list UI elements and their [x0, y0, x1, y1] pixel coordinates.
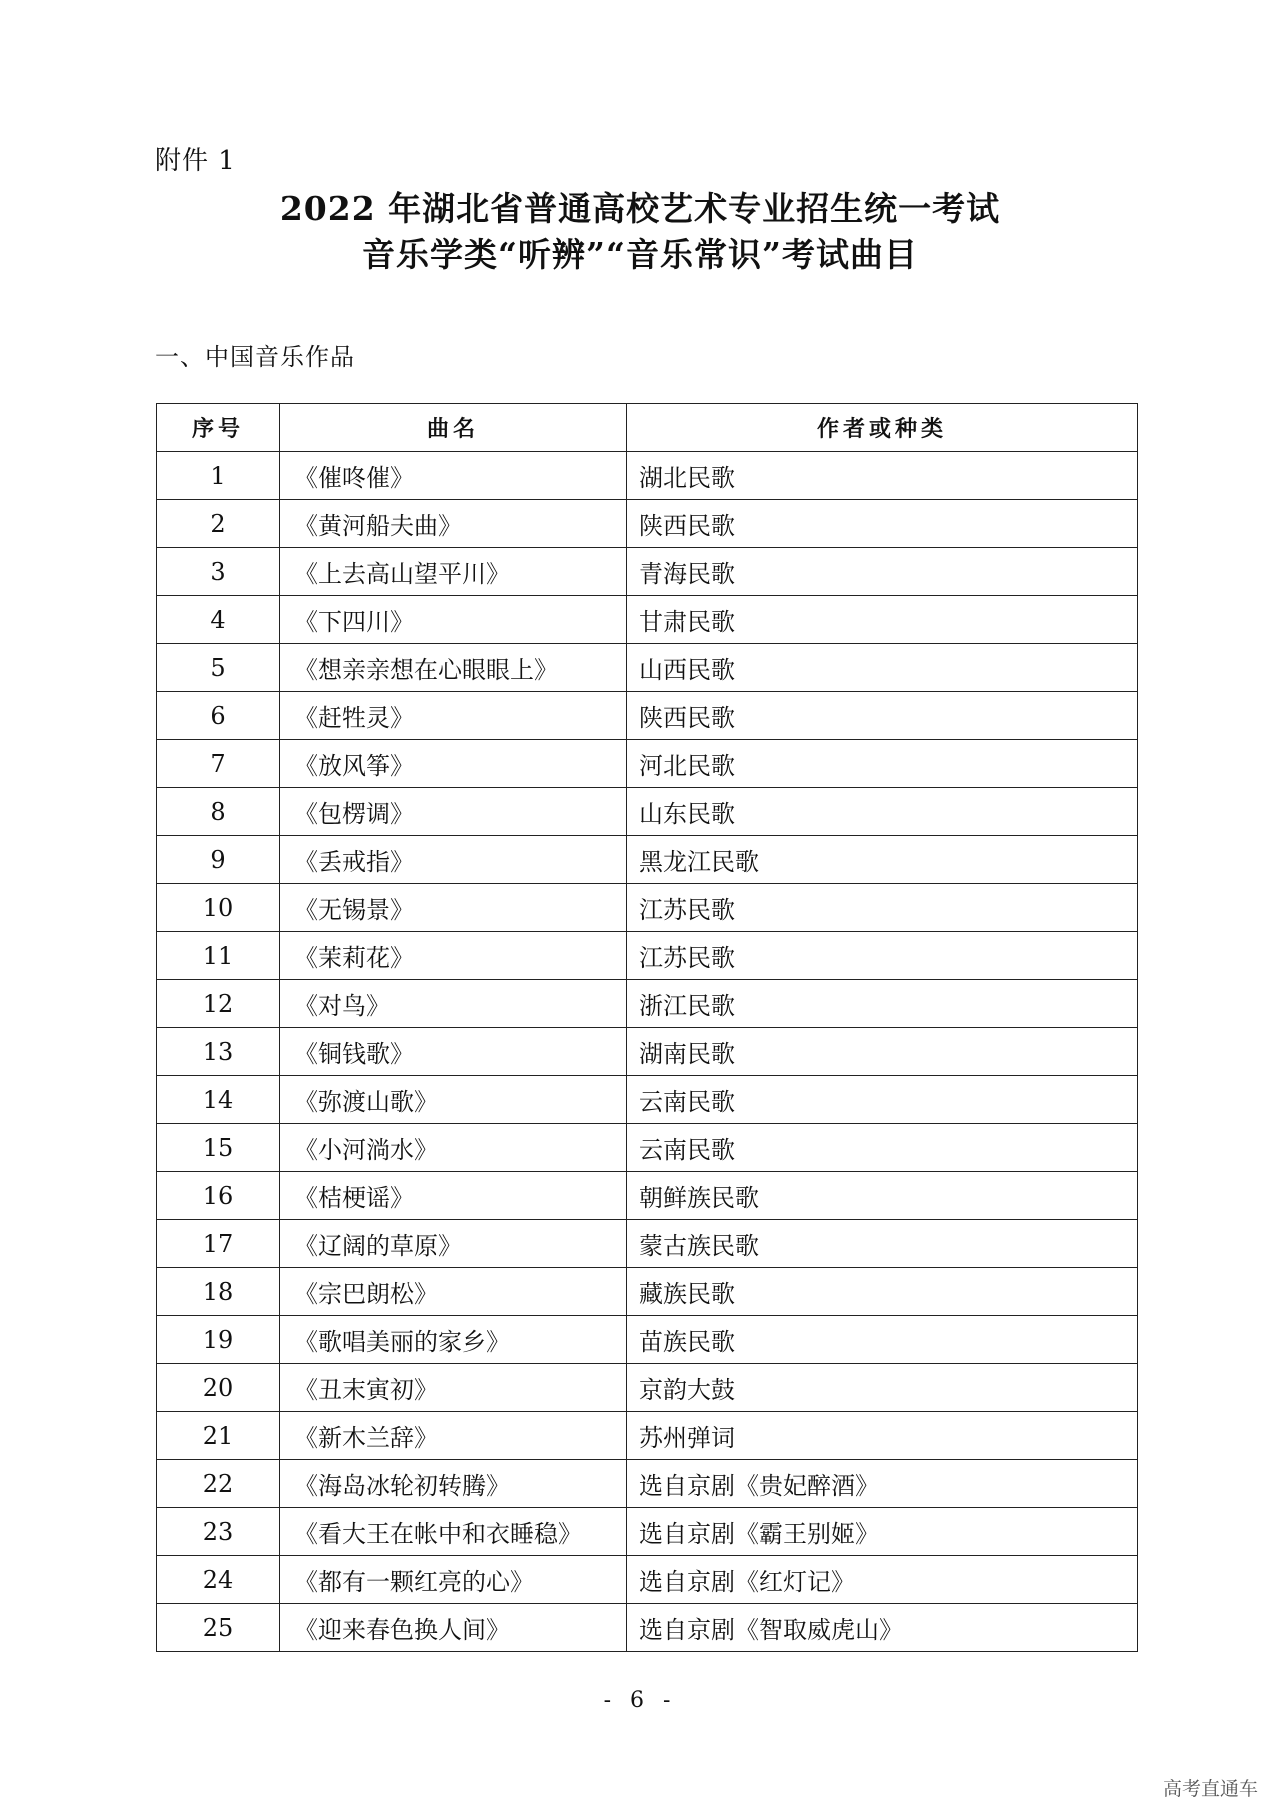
song-title: 《对鸟》: [280, 980, 627, 1028]
row-number: 23: [157, 1508, 280, 1556]
author-or-type: 选自京剧《贵妃醉酒》: [627, 1460, 1138, 1508]
row-number: 20: [157, 1364, 280, 1412]
song-title: 《桔梗谣》: [280, 1172, 627, 1220]
header-number: 序号: [157, 404, 280, 452]
table-row: [157, 884, 1138, 932]
song-title: 《放风筝》: [280, 740, 627, 788]
author-or-type: 浙江民歌: [627, 980, 1138, 1028]
table-row: [157, 692, 1138, 740]
row-number: 7: [157, 740, 280, 788]
author-or-type: 云南民歌: [627, 1076, 1138, 1124]
author-or-type: 苗族民歌: [627, 1316, 1138, 1364]
table-row: [157, 644, 1138, 692]
song-title: 《海岛冰轮初转腾》: [280, 1460, 627, 1508]
author-or-type: 江苏民歌: [627, 932, 1138, 980]
author-or-type: 山东民歌: [627, 788, 1138, 836]
table-row: [157, 1412, 1138, 1460]
row-number: 24: [157, 1556, 280, 1604]
table-row: [157, 1316, 1138, 1364]
table-row: [157, 548, 1138, 596]
author-or-type: 选自京剧《霸王别姬》: [627, 1508, 1138, 1556]
row-number: 4: [157, 596, 280, 644]
table-body: [157, 452, 1138, 1652]
table-row: [157, 452, 1138, 500]
row-number: 18: [157, 1268, 280, 1316]
author-or-type: 黑龙江民歌: [627, 836, 1138, 884]
row-number: 3: [157, 548, 280, 596]
song-title: 《想亲亲想在心眼眼上》: [280, 644, 627, 692]
author-or-type: 选自京剧《智取威虎山》: [627, 1604, 1138, 1652]
row-number: 11: [157, 932, 280, 980]
table-row: [157, 1268, 1138, 1316]
author-or-type: 蒙古族民歌: [627, 1220, 1138, 1268]
song-title: 《新木兰辞》: [280, 1412, 627, 1460]
song-title: 《宗巴朗松》: [280, 1268, 627, 1316]
table-row: [157, 1172, 1138, 1220]
table-row: [157, 836, 1138, 884]
table-row: [157, 980, 1138, 1028]
section-heading: 一、中国音乐作品: [155, 343, 355, 371]
author-or-type: 山西民歌: [627, 644, 1138, 692]
table-row: [157, 500, 1138, 548]
row-number: 22: [157, 1460, 280, 1508]
row-number: 15: [157, 1124, 280, 1172]
song-title: 《上去高山望平川》: [280, 548, 627, 596]
row-number: 5: [157, 644, 280, 692]
row-number: 25: [157, 1604, 280, 1652]
song-title: 《赶牲灵》: [280, 692, 627, 740]
row-number: 14: [157, 1076, 280, 1124]
song-title: 《茉莉花》: [280, 932, 627, 980]
row-number: 8: [157, 788, 280, 836]
author-or-type: 甘肃民歌: [627, 596, 1138, 644]
author-or-type: 湖南民歌: [627, 1028, 1138, 1076]
row-number: 6: [157, 692, 280, 740]
row-number: 1: [157, 452, 280, 500]
table-row: [157, 1220, 1138, 1268]
song-title: 《催咚催》: [280, 452, 627, 500]
author-or-type: 云南民歌: [627, 1124, 1138, 1172]
song-title: 《看大王在帐中和衣睡稳》: [280, 1508, 627, 1556]
table-row: [157, 596, 1138, 644]
table-row: [157, 932, 1138, 980]
music-works-table: [156, 403, 1138, 1652]
row-number: 12: [157, 980, 280, 1028]
table-row: [157, 788, 1138, 836]
row-number: 13: [157, 1028, 280, 1076]
author-or-type: 朝鲜族民歌: [627, 1172, 1138, 1220]
table-row: [157, 740, 1138, 788]
song-title: 《辽阔的草原》: [280, 1220, 627, 1268]
table-row: [157, 1364, 1138, 1412]
author-or-type: 藏族民歌: [627, 1268, 1138, 1316]
song-title: 《都有一颗红亮的心》: [280, 1556, 627, 1604]
watermark-text: 高考直通车: [1162, 1778, 1258, 1800]
row-number: 21: [157, 1412, 280, 1460]
table-row: [157, 1076, 1138, 1124]
row-number: 10: [157, 884, 280, 932]
header-author-or-type: 作者或种类: [627, 404, 1138, 452]
author-or-type: 河北民歌: [627, 740, 1138, 788]
table-row: [157, 1124, 1138, 1172]
row-number: 2: [157, 500, 280, 548]
author-or-type: 陕西民歌: [627, 692, 1138, 740]
song-title: 《包楞调》: [280, 788, 627, 836]
song-title: 《迎来春色换人间》: [280, 1604, 627, 1652]
row-number: 9: [157, 836, 280, 884]
song-title: 《无锡景》: [280, 884, 627, 932]
song-title: 《丢戒指》: [280, 836, 627, 884]
row-number: 19: [157, 1316, 280, 1364]
table-row: [157, 1508, 1138, 1556]
document-title-line2: 音乐学类“听辨”“音乐常识”考试曲目: [362, 235, 918, 274]
song-title: 《黄河船夫曲》: [280, 500, 627, 548]
author-or-type: 湖北民歌: [627, 452, 1138, 500]
table-row: [157, 1028, 1138, 1076]
author-or-type: 陕西民歌: [627, 500, 1138, 548]
row-number: 17: [157, 1220, 280, 1268]
author-or-type: 青海民歌: [627, 548, 1138, 596]
document-title-line1: 2022 年湖北省普通高校艺术专业招生统一考试: [279, 189, 1001, 228]
song-title: 《歌唱美丽的家乡》: [280, 1316, 627, 1364]
author-or-type: 苏州弹词: [627, 1412, 1138, 1460]
song-title: 《小河淌水》: [280, 1124, 627, 1172]
header-title: 曲名: [280, 404, 627, 452]
song-title: 《铜钱歌》: [280, 1028, 627, 1076]
table-header-row: [157, 404, 1138, 452]
author-or-type: 选自京剧《红灯记》: [627, 1556, 1138, 1604]
table-row: [157, 1556, 1138, 1604]
attachment-label: 附件 1: [155, 146, 236, 176]
author-or-type: 江苏民歌: [627, 884, 1138, 932]
page-number: - 6 -: [603, 1688, 677, 1713]
table-row: [157, 1604, 1138, 1652]
song-title: 《弥渡山歌》: [280, 1076, 627, 1124]
table-row: [157, 1460, 1138, 1508]
song-title: 《丑末寅初》: [280, 1364, 627, 1412]
row-number: 16: [157, 1172, 280, 1220]
author-or-type: 京韵大鼓: [627, 1364, 1138, 1412]
song-title: 《下四川》: [280, 596, 627, 644]
